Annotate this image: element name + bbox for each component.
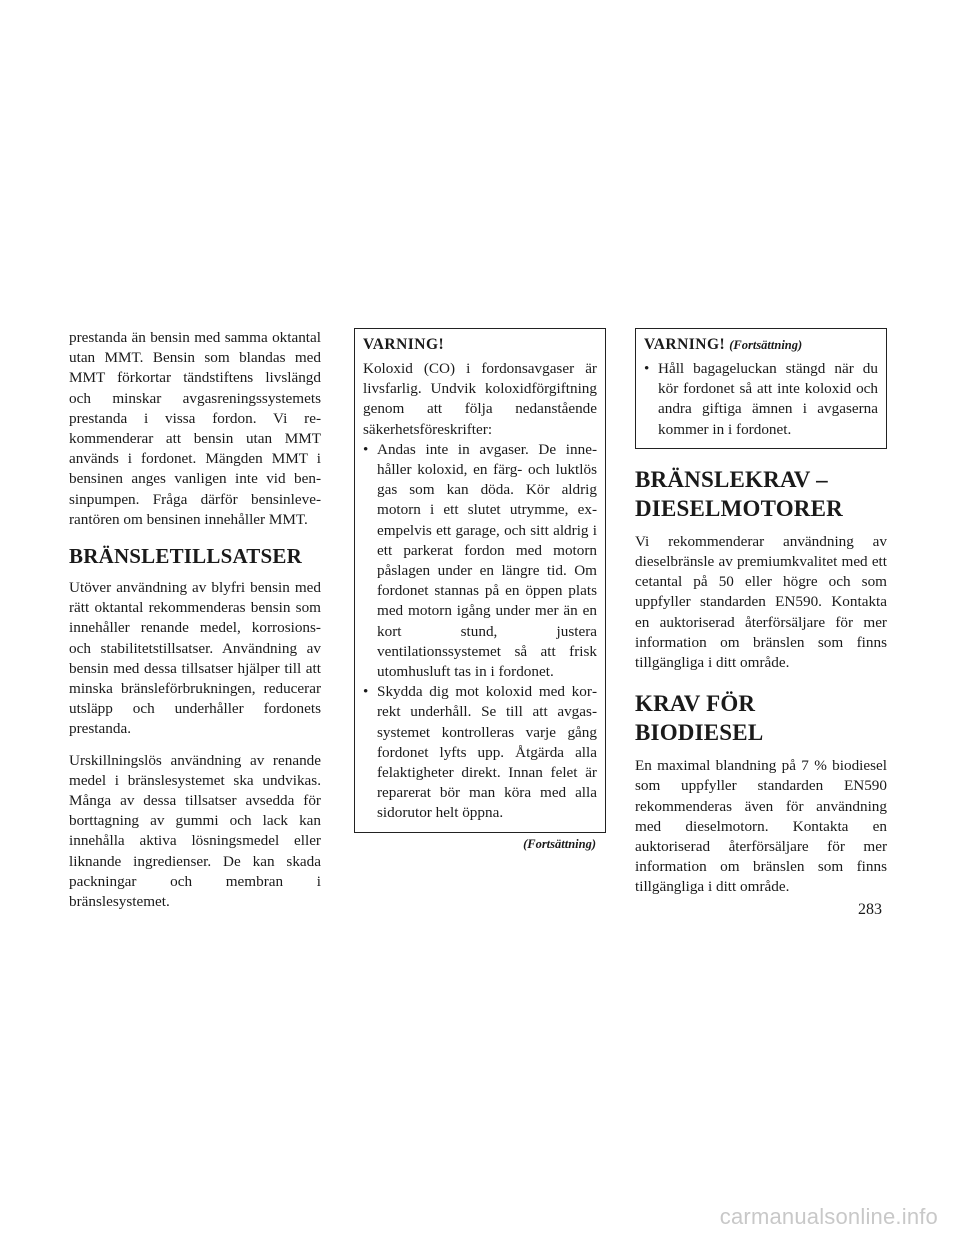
column-middle	[354, 328, 606, 852]
watermark-text: carmanualsonline.info	[719, 1204, 938, 1229]
heading-diesel-requirements: BRÄNSLEKRAV – DIESELMOTORER	[635, 466, 843, 521]
column-right	[635, 328, 887, 909]
warning-continued-label: (Fortsättning)	[729, 338, 803, 352]
warning-list	[363, 440, 597, 824]
warning-item-text: Skydda dig mot koloxid med korrekt underhåll. Se till att avgassystemet kontrolleras varje gång fordonet lyfts upp. Åtgärda alla felaktigheter direkt. Innan felet är reparerat bör man köra med alla sidorutor helt öppna.	[377, 683, 597, 822]
warning-item-text: Andas inte in avgaser. De innehåller koloxid, en färg- och luktlös gas som kan döda. Kör aldrig motorn i ett slutet utrymme, exempelvis ett garage, och sitt aldrig i ett parkerat fordon med motorn påslagen under en längre tid. Om fordonet stannas på en öppen plats med motorn igång under mer än en kort stund, justera ventilationssystemet så att frisk utomhusluft tas in i fordonet.	[377, 440, 597, 681]
warning-intro: Koloxid (CO) i fordonsavgaser är livsfarlig. Undvik koloxidförgiftning genom att följa nedanstående säkerhetsföreskrifter:	[363, 360, 597, 438]
warning-title: VARNING!	[644, 336, 726, 353]
warning-title: VARNING!	[363, 336, 445, 353]
warning-list	[644, 359, 878, 440]
heading-biodiesel: KRAV FÖR BIODIESEL	[635, 691, 764, 746]
bullet-icon: •	[644, 360, 650, 377]
continued-note: (Fortsättning)	[523, 836, 596, 851]
warning-title-continued	[644, 335, 878, 355]
bullet-icon: •	[363, 683, 369, 701]
diesel-paragraph: Vi rekommenderar användning av dieselbränsle av premiumkvalitet med ett cetantal på 50 eller högre och som uppfyller standarden EN590. Kontakta en auktoriserad återförsäljare för mer information om bränslen som finns tillgängliga i ditt område.	[635, 532, 887, 672]
mmt-paragraph: prestanda än bensin med samma oktantal utan MMT. Bensin som blandas med MMT förkortar tändstiftens livslängd och minskar avgasreningssystemets prestanda i vissa fordon. Vi rekommenderar att bensin utan MMT används i fordonet. Mängden MMT i bensinen anges vanligen inte vid bensinpumpen. Fråga därför bensinleverantören om bensinen innehåller MMT.	[69, 329, 321, 528]
warning-box-carbon-monoxide	[354, 328, 606, 833]
detergent-paragraph: Urskillningslös användning av renande medel i bränslesystemet ska undvikas. Många av dessa tillsatser avsedda för borttagning av gummi och lack kan innehålla aktiva lösningsmedel eller liknande ingredienser. De kan skada packningar och membran i bränslesystemet.	[69, 751, 321, 911]
bullet-icon: •	[363, 440, 369, 458]
biodiesel-paragraph: En maximal blandning på 7 % biodiesel som uppfyller standarden EN590 rekommenderas även för användning med dieselmotorn. Kontakta en auktoriserad återförsäljare för mer information om bränslen som finns tillgängliga i ditt område.	[635, 757, 887, 896]
warning-box-continued	[635, 328, 887, 449]
warning-item	[363, 440, 597, 682]
page-number: 283	[858, 901, 882, 918]
column-left	[69, 328, 321, 923]
additives-paragraph: Utöver användning av blyfri bensin med rätt oktantal rekommenderas bensin som innehåller renande medel, korrosions- och stabilitetstillsatser. Användning av bensin med dessa tillsatser hjälper till att minska bränsleförbrukningen, reducerar utsläpp och underhåller fordonets prestanda.	[69, 579, 321, 738]
heading-fuel-additives: BRÄNSLETILLSATSER	[69, 544, 302, 569]
warning-item	[363, 682, 597, 823]
warning-item-text: Håll bagageluckan stängd när du kör fordonet så att inte koloxid och andra giftiga ämnen i avgaserna kommer in i fordonet.	[658, 360, 878, 438]
warning-item	[644, 359, 878, 440]
